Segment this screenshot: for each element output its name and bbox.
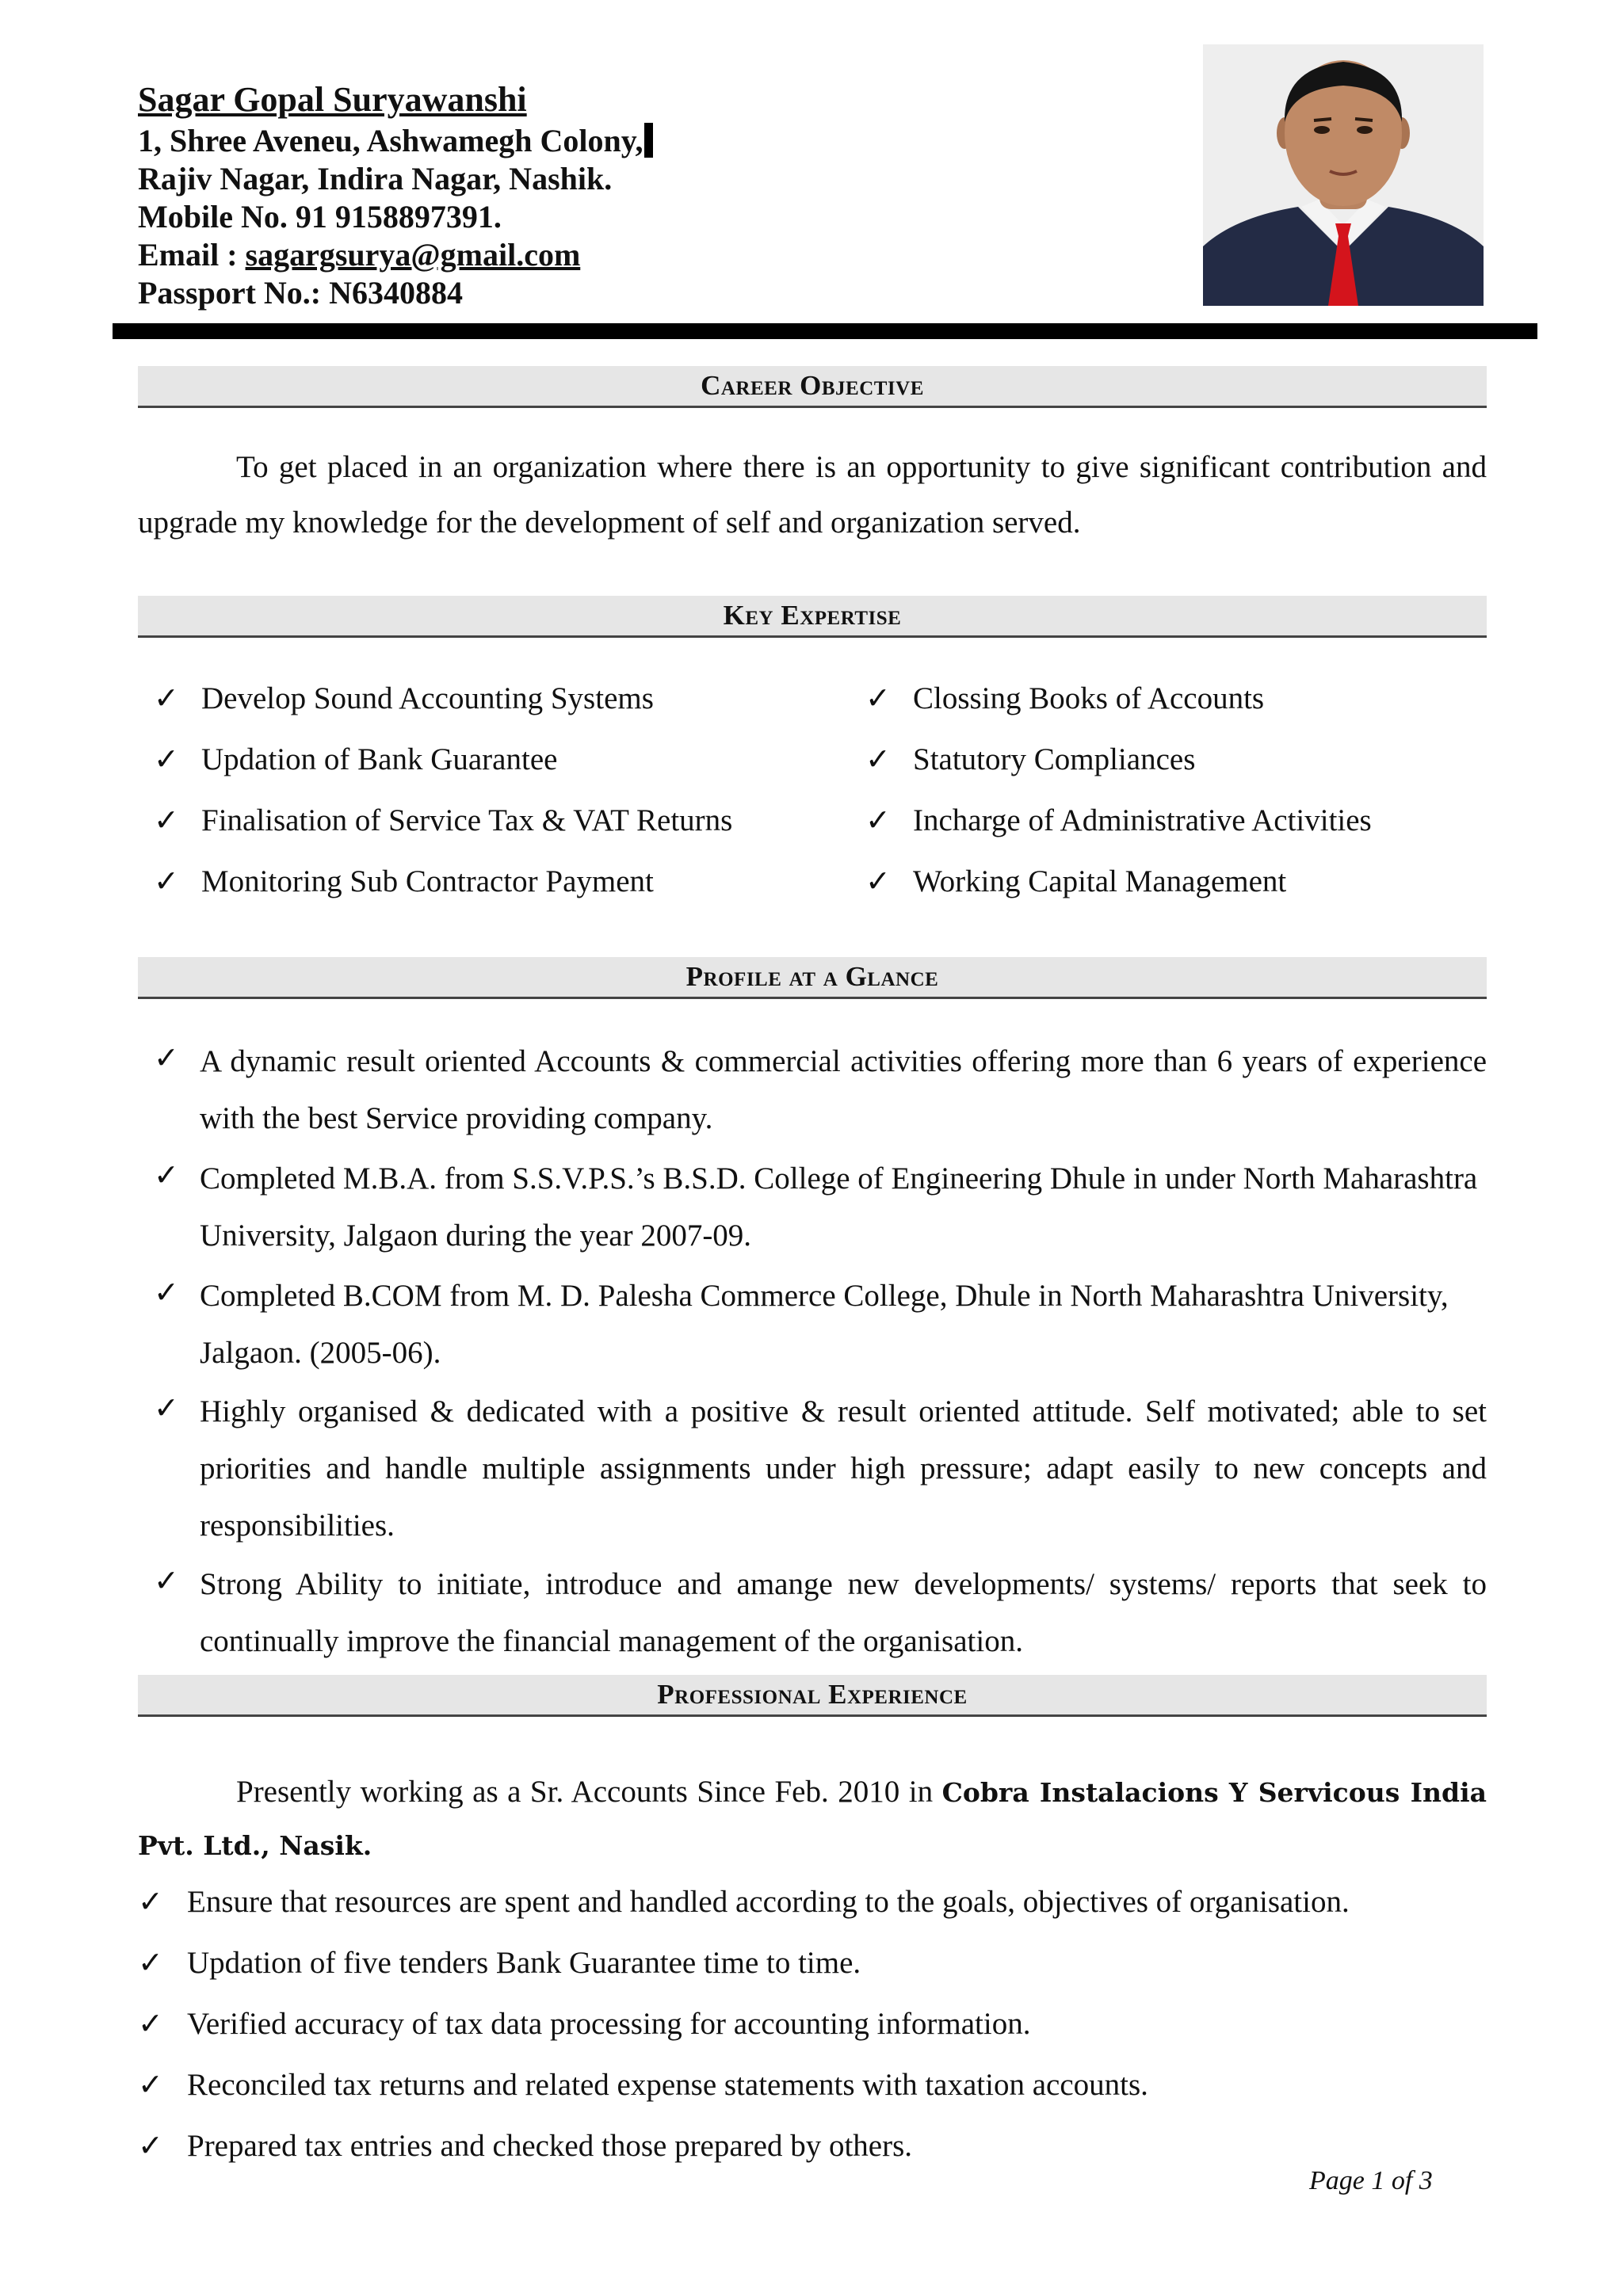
- page-number: Page 1 of 3: [1309, 2166, 1433, 2195]
- expertise-item: Clossing Books of Accounts: [913, 681, 1265, 715]
- check-icon: ✓: [154, 804, 179, 837]
- expertise-item: Finalisation of Service Tax & VAT Returns: [201, 803, 733, 837]
- check-icon: ✓: [865, 743, 891, 776]
- profile-header: Profile at a Glance: [138, 957, 1487, 999]
- expertise-item: Incharge of Administrative Activities: [913, 803, 1372, 837]
- check-icon: ✓: [154, 682, 179, 715]
- check-icon: ✓: [138, 2008, 163, 2041]
- check-icon: ✓: [154, 743, 179, 776]
- check-icon: ✓: [138, 1947, 163, 1980]
- career-objective-header: Career Objective: [138, 366, 1487, 408]
- check-icon: ✓: [865, 682, 891, 715]
- check-icon: ✓: [154, 865, 179, 898]
- expertise-item: Develop Sound Accounting Systems: [201, 681, 654, 715]
- address-line-2: Rajiv Nagar, Indira Nagar, Nashik.: [138, 161, 613, 196]
- key-expertise-header: Key Expertise: [138, 596, 1487, 638]
- header-divider: [113, 323, 1537, 339]
- check-icon: ✓: [865, 865, 891, 898]
- experience-intro: Presently working as a Sr. Accounts Since Feb. 2010 in Cobra Instalacions Y Servicous India Pvt. Ltd., Nasik.: [138, 1775, 1487, 1861]
- check-icon: ✓: [865, 804, 891, 837]
- mobile-number: Mobile No. 91 9158897391.: [138, 199, 502, 235]
- profile-item: Strong Ability to initiate, introduce and amange new developments/ systems/ reports that seek to continually improve the financial management of the organisation.: [200, 1567, 1487, 1658]
- check-icon: ✓: [154, 1159, 179, 1192]
- profile-photo: [1203, 44, 1484, 306]
- experience-item: Verified accuracy of tax data processing for accounting information.: [187, 2007, 1031, 2041]
- company-name: Cobra Instalacions Y Servicous India Pvt. Ltd., Nasik.: [138, 1777, 1487, 1861]
- check-icon: ✓: [154, 1392, 179, 1425]
- check-icon: ✓: [154, 1276, 179, 1310]
- email-link[interactable]: sagargsurya@gmail.com: [245, 237, 581, 273]
- experience-header: Professional Experience: [138, 1675, 1487, 1717]
- candidate-name: Sagar Gopal Suryawanshi: [138, 80, 527, 119]
- profile-item: A dynamic result oriented Accounts & commercial activities offering more than 6 years of experience with the best Service providing company.: [200, 1044, 1487, 1135]
- experience-item: Updation of five tenders Bank Guarantee time to time.: [187, 1946, 861, 1980]
- profile-item: Completed B.COM from M. D. Palesha Commerce College, Dhule in North Maharashtra University, Jalgaon. (2005-06).: [200, 1279, 1449, 1370]
- career-objective-text: To get placed in an organization where there is an opportunity to give significant contribution and upgrade my knowledge for the development of self and organization served.: [138, 450, 1487, 540]
- check-icon: ✓: [138, 1886, 163, 1919]
- expertise-item: Statutory Compliances: [913, 742, 1196, 776]
- expertise-item: Working Capital Management: [913, 864, 1287, 898]
- email-line: Email : sagargsurya@gmail.com: [138, 237, 581, 273]
- check-icon: ✓: [138, 2130, 163, 2163]
- check-icon: ✓: [154, 1565, 179, 1598]
- profile-item: Highly organised & dedicated with a positive & result oriented attitude. Self motivated; able to set priorities and handle multiple assignments under high pressure; adapt easily to new concepts and responsibilities.: [200, 1394, 1487, 1543]
- passport-number: Passport No.: N6340884: [138, 275, 463, 311]
- expertise-item: Monitoring Sub Contractor Payment: [201, 864, 654, 898]
- address-line-1: 1, Shree Aveneu, Ashwamegh Colony,: [138, 122, 653, 160]
- profile-item: Completed M.B.A. from S.S.V.P.S.’s B.S.D. College of Engineering Dhule in under North Maharashtra University, Jalgaon during the year 2007-09.: [200, 1161, 1478, 1253]
- expertise-item: Updation of Bank Guarantee: [201, 742, 558, 776]
- check-icon: ✓: [154, 1042, 179, 1075]
- text-cursor: [644, 123, 653, 158]
- experience-item: Prepared tax entries and checked those prepared by others.: [187, 2129, 913, 2163]
- check-icon: ✓: [138, 2069, 163, 2102]
- experience-item: Ensure that resources are spent and handled according to the goals, objectives of organisation.: [187, 1885, 1350, 1919]
- experience-item: Reconciled tax returns and related expense statements with taxation accounts.: [187, 2068, 1148, 2102]
